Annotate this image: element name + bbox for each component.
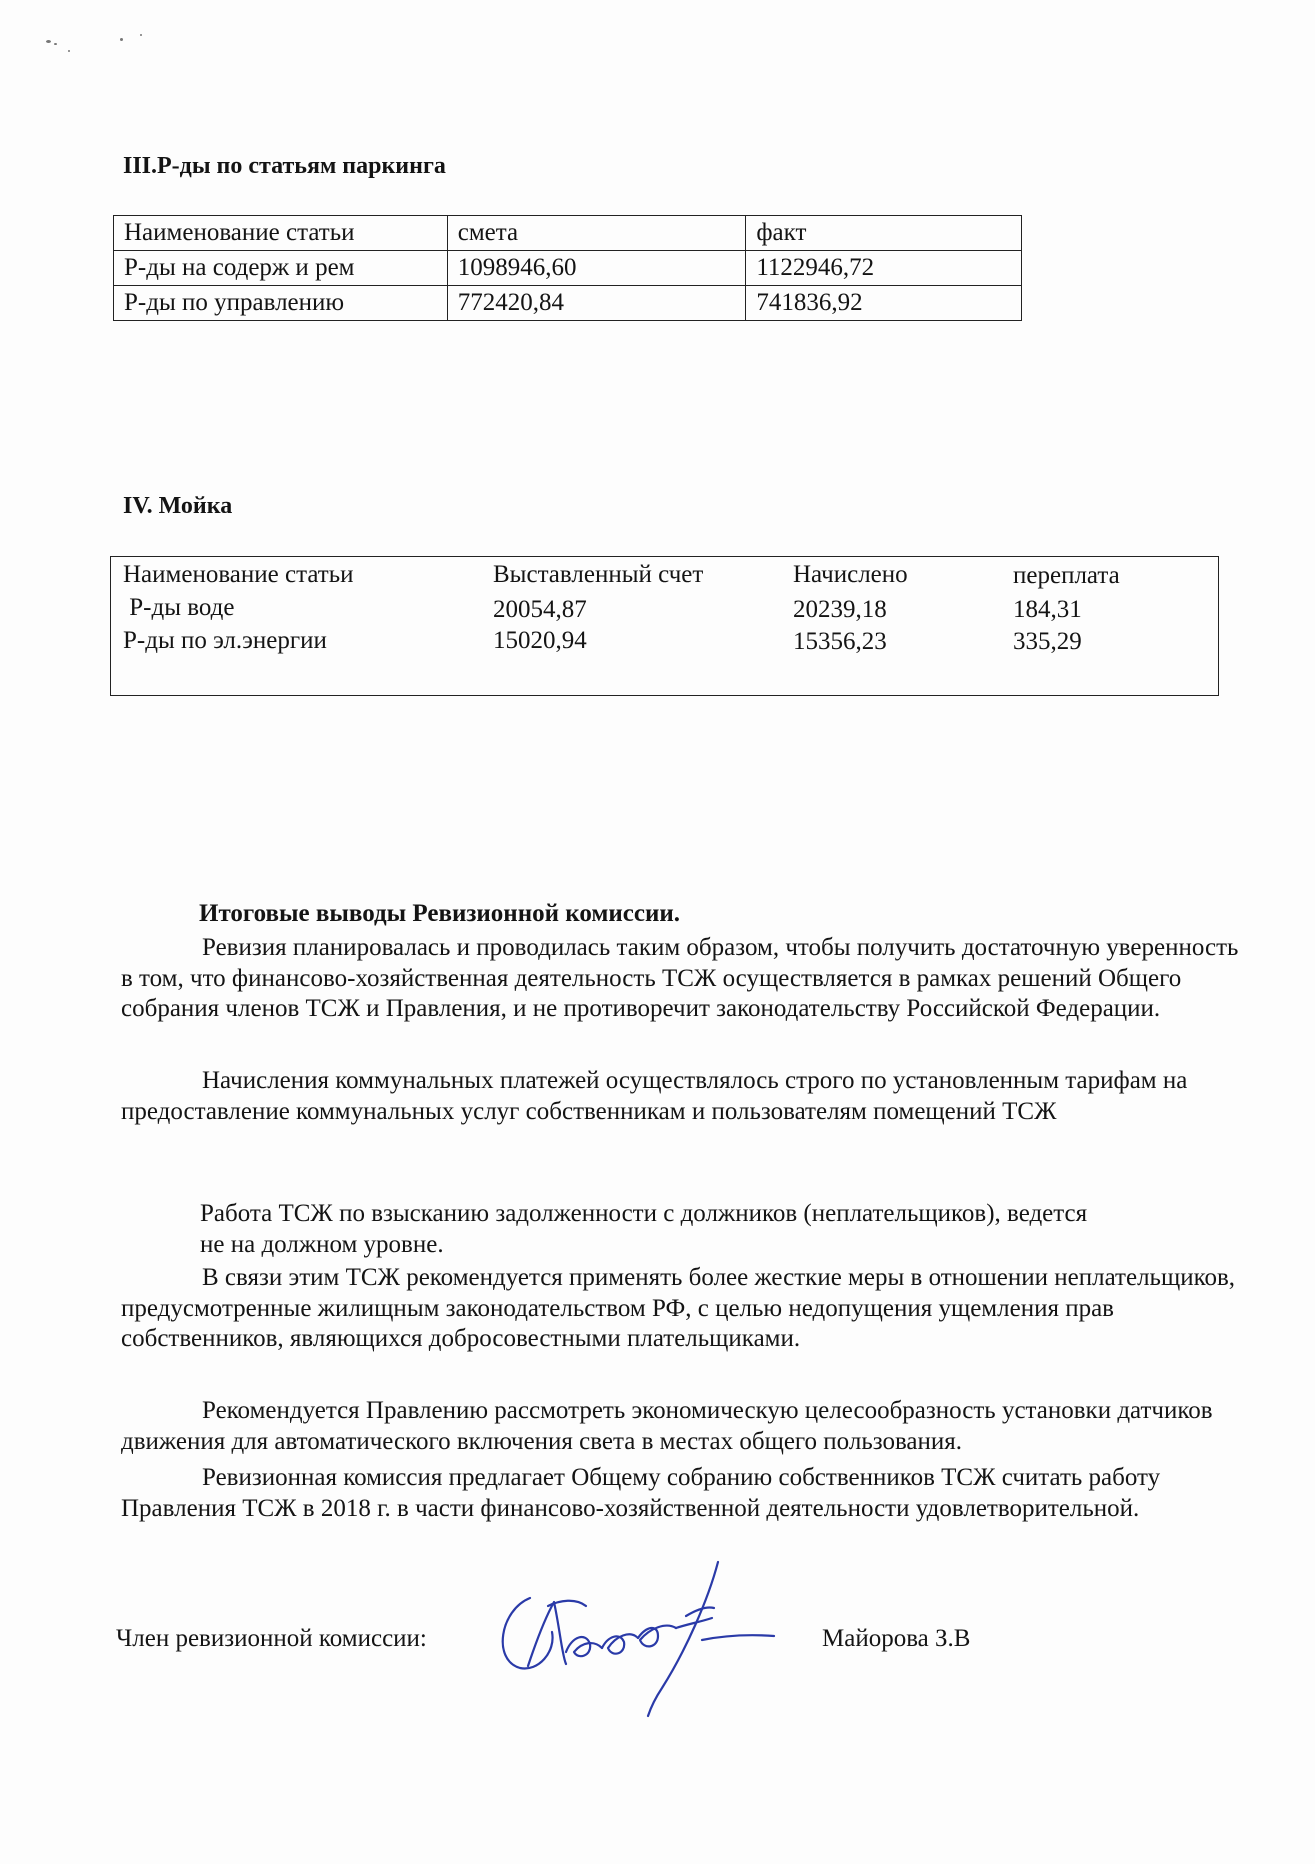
column-header: факт (746, 216, 1022, 251)
column-header: Наименование статьи (123, 561, 354, 588)
column-header: смета (447, 216, 746, 251)
paragraph: не на должном уровне. (200, 1231, 444, 1258)
table-cell: Р-ды по управлению (114, 286, 448, 321)
column-header: Выставленный счет (493, 561, 704, 588)
table-row (114, 286, 1022, 321)
table-cell: 335,29 (1013, 628, 1082, 655)
paragraph: Ревизионная комиссия предлагает Общему собранию собственников ТСЖ считать работу Правления ТСЖ в 2018 г. в части финансово-хозяйственной деятельности удовлетворительной. (121, 1464, 1161, 1522)
parking-expenses-table (113, 215, 1022, 321)
table-cell: 1122946,72 (746, 251, 1022, 286)
scan-speck (46, 40, 51, 43)
table-header-row (114, 216, 1022, 251)
scan-speck (120, 38, 123, 41)
handwritten-signature (490, 1540, 790, 1720)
table-cell: Р-ды на содерж и рем (114, 251, 448, 286)
scan-speck (68, 50, 70, 52)
column-header: Наименование статьи (114, 216, 448, 251)
table-cell: 20239,18 (793, 596, 887, 623)
paragraph: Ревизия планировалась и проводилась таким образом, чтобы получить достаточную уверенность в том, что финансово-хозяйственная деятельность ТСЖ осуществляется в рамках решений Общего собрания членов ТСЖ и Правления, и не противоречит законодательству Российской Федерации. (121, 934, 1239, 1022)
conclusions-heading: Итоговые выводы Ревизионной комиссии. (199, 900, 681, 927)
column-header: переплата (1013, 562, 1120, 589)
table-cell: 184,31 (1013, 596, 1082, 623)
signature-label: Член ревизионной комиссии: (116, 1625, 427, 1652)
signer-name: Майорова З.В (822, 1625, 971, 1652)
scan-speck (54, 43, 57, 45)
column-header: Начислено (793, 561, 908, 588)
section-parking-title: III.Р-ды по статьям паркинга (123, 153, 446, 179)
table-cell: 772420,84 (447, 286, 746, 321)
moika-table (110, 556, 1219, 696)
table-cell: Р-ды воде (123, 594, 235, 621)
scan-speck (140, 34, 142, 36)
table-row (114, 251, 1022, 286)
paragraph: В связи этим ТСЖ рекомендуется применять более жесткие меры в отношении неплательщиков, предусмотренные жилищным законодательством РФ, с целью недопущения ущемления прав собственников, являющихся добросовестными плательщиками. (121, 1264, 1236, 1352)
table-cell: Р-ды по эл.энергии (123, 627, 327, 654)
table-cell: 15020,94 (493, 627, 587, 654)
table-cell: 15356,23 (793, 628, 887, 655)
table-cell: 741836,92 (746, 286, 1022, 321)
paragraph: Начисления коммунальных платежей осуществлялось строго по установленным тарифам на предоставление коммунальных услуг собственникам и пользователям помещений ТСЖ (121, 1067, 1188, 1125)
section-moika-title: IV. Мойка (123, 493, 233, 519)
table-cell: 20054,87 (493, 596, 587, 623)
table-cell: 1098946,60 (447, 251, 746, 286)
paragraph: Рекомендуется Правлению рассмотреть экономическую целесообразность установки датчиков движения для автоматического включения света в местах общего пользования. (121, 1397, 1213, 1455)
paragraph: Работа ТСЖ по взысканию задолженности с должников (неплательщиков), ведется (200, 1200, 1088, 1227)
